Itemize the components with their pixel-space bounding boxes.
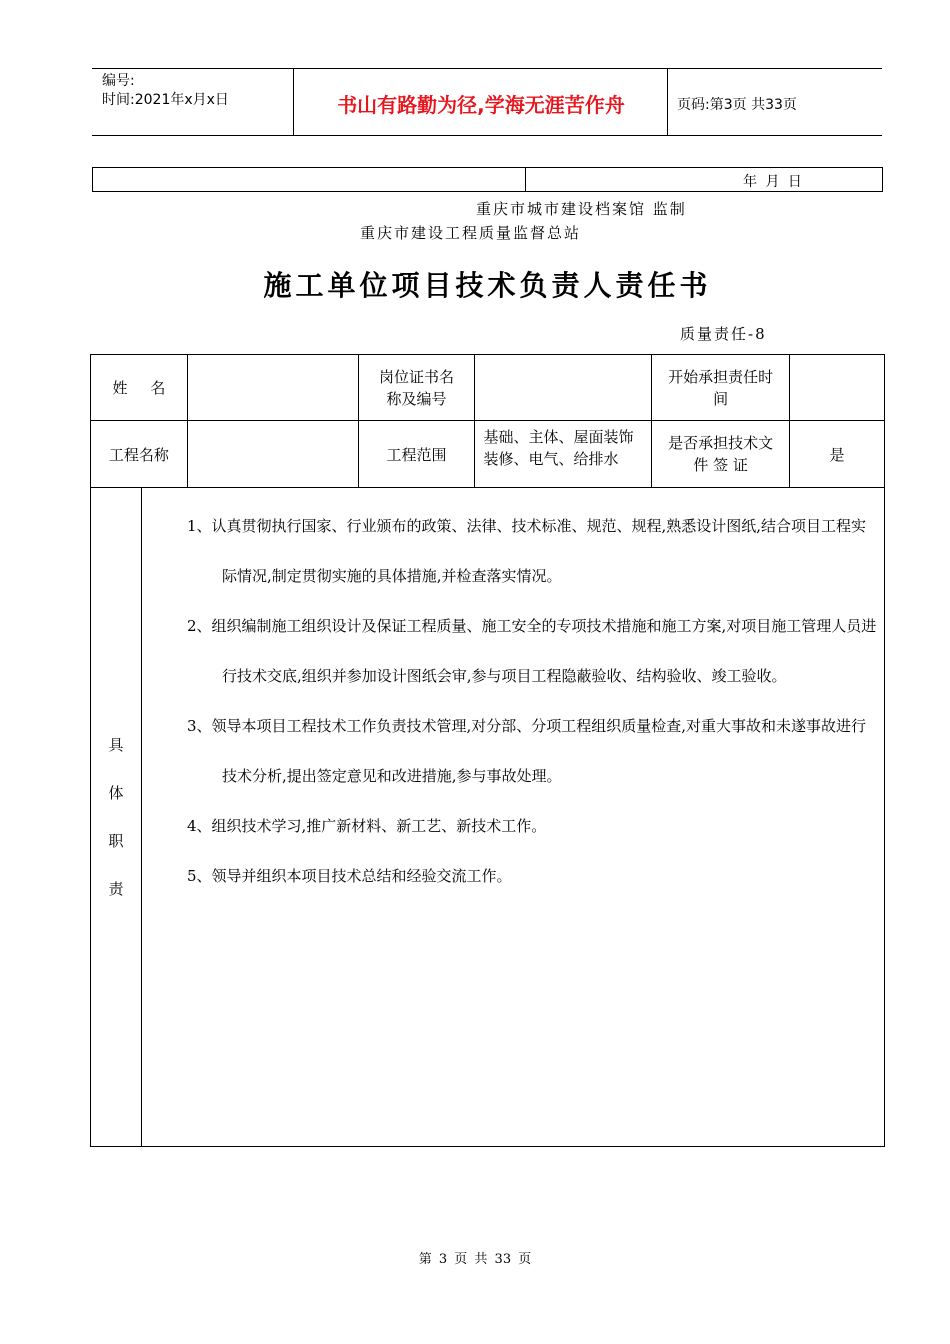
duty-item: 2、组织编制施工组织设计及保证工程质量、施工安全的专项技术措施和施工方案,对项目施工管理人员进行技术交底,组织并参加设计图纸会审,参与项目工程隐蔽验收、结构验收、竣工验收。 [186, 617, 877, 685]
issuing-org: 重庆市建设工程质量监督总站 [360, 224, 582, 242]
duty-item: 4、组织技术学习,推广新材料、新工艺、新技术工作。 [186, 817, 547, 835]
cert-label: 岗位证书名称及编号 [358, 355, 475, 421]
name-value[interactable] [187, 355, 358, 421]
header-motto: 书山有路勤为径,学海无涯苦作舟 [337, 93, 625, 117]
date-text: 年 月 日 [743, 174, 802, 190]
page-footer: 第 3 页 共 33 页 [418, 1252, 532, 1267]
start-time-value[interactable] [790, 355, 885, 421]
duties-list [152, 488, 878, 901]
header-meta [102, 72, 229, 110]
form-code: 质量责任-8 [680, 325, 767, 343]
project-name-label: 工程名称 [91, 421, 188, 488]
table-row [91, 488, 885, 1147]
scope-label: 工程范围 [358, 421, 475, 488]
sign-value: 是 [790, 421, 885, 488]
header-page-number: 页码:第3页 共33页 [677, 97, 797, 113]
start-time-label: 开始承担责任时间 [652, 355, 790, 421]
responsibility-table [90, 354, 885, 1147]
scope-value [475, 421, 652, 488]
document-title: 施工单位项目技术负责人责任书 [263, 269, 712, 302]
date-box [92, 167, 883, 192]
table-row [91, 421, 885, 488]
supervisor-org: 重庆市城市建设档案馆 监制 [476, 200, 687, 218]
scope-text: 基础、主体、屋面装饰装修、电气、给排水 [483, 428, 634, 468]
table-row [91, 355, 885, 421]
duty-item: 1、认真贯彻执行国家、行业颁布的政策、法律、技术标准、规范、规程,熟悉设计图纸,结合项目工程实际情况,制定贯彻实施的具体措施,并检查落实情况。 [186, 517, 867, 585]
duties-label [91, 488, 142, 1147]
cert-value[interactable] [475, 355, 652, 421]
date-box-divider [525, 168, 526, 191]
time-label: 时间:2021年x月x日 [102, 92, 229, 108]
project-name-value[interactable] [187, 421, 358, 488]
sign-label: 是否承担技术文件 签 证 [652, 421, 790, 488]
header-bottom-rule [92, 135, 882, 136]
name-label: 姓 名 [91, 355, 188, 421]
header-top-rule [92, 68, 882, 69]
page-header [92, 68, 882, 136]
duties-label-text: 具体职责 [108, 736, 124, 898]
duty-item: 5、领导并组织本项目技术总结和经验交流工作。 [186, 867, 512, 885]
number-label: 编号: [102, 73, 135, 89]
duty-item: 3、领导本项目工程技术工作负责技术管理,对分部、分项工程组织质量检查,对重大事故和未遂事故进行技术分析,提出签定意见和改进措施,参与事故处理。 [186, 717, 867, 785]
duties-content [141, 488, 884, 1147]
